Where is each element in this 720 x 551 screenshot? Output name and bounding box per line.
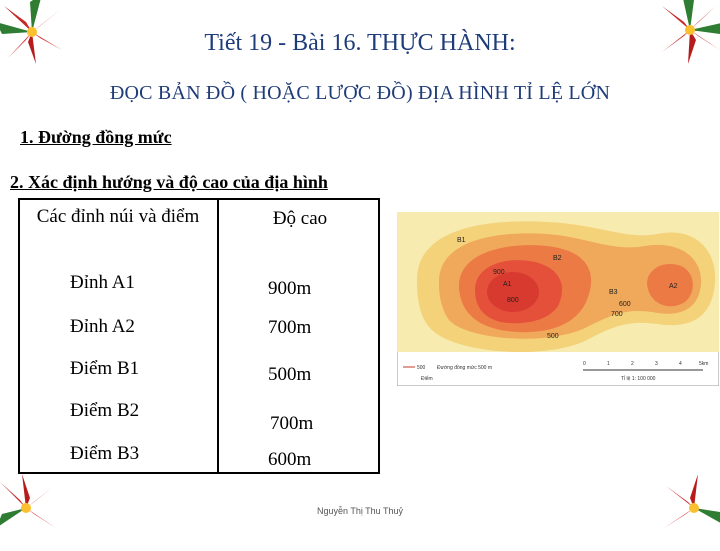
table-row-height-b2: 700m [270,413,314,434]
legend-contour-value: 500 [417,365,426,371]
table-divider [217,200,219,474]
legend-contour-label: Đường đồng mức 500 m [437,365,492,371]
table-header-points: Các đỉnh núi và điểm [36,206,200,227]
map-label-b1: B1 [457,237,466,244]
author-footer: Nguyễn Thị Thu Thuỷ [316,506,404,516]
slide-subtitle: ĐỌC BẢN ĐỒ ( HOẶC LƯỢC ĐỒ) ĐỊA HÌNH TỈ LỆ LỚN [109,82,611,104]
map-label-b3: B3 [609,289,618,296]
section-heading-direction-elevation: 2. Xác định hướng và độ cao của địa hình [10,172,328,192]
section-heading-contour-lines: 1. Đường đồng mức [20,127,172,147]
table-row-name-b3: Điểm B3 [70,443,140,464]
map-label-a1: A1 [503,281,512,288]
map-label-700: 700 [611,311,623,318]
table-row-name-a1: Đỉnh A1 [70,272,135,293]
scale-ratio: Tỉ lệ 1: 100 000 [621,376,656,382]
table-row-height-a1: 900m [268,278,312,299]
scale-tick-0: 0 [583,361,586,367]
elevation-table [18,198,380,474]
table-header-elevation: Độ cao [272,208,328,229]
map-label-b2: B2 [553,255,562,262]
map-label-800: 800 [507,297,519,304]
table-row-height-b3: 600m [268,449,312,470]
map-label-900: 900 [493,269,505,276]
map-label-a2: A2 [669,283,678,290]
scale-tick-1: 1 [607,361,610,367]
legend-point-label: Điểm [421,376,433,382]
contour-area-900 [487,272,539,312]
scale-tick-4: 4 [679,361,682,367]
scale-tick-3: 3 [655,361,658,367]
contour-map [397,212,719,386]
map-label-600: 600 [619,301,631,308]
poinsettia-decoration-bottom-right [642,456,720,546]
table-row-name-b1: Điểm B1 [70,358,140,379]
slide-title: Tiết 19 - Bài 16. THỰC HÀNH: [204,30,516,56]
table-row-height-b1: 500m [268,364,312,385]
scale-tick-2: 2 [631,361,634,367]
table-row-height-a2: 700m [268,317,312,338]
table-row-name-a2: Đỉnh A2 [70,316,135,337]
table-row-name-b2: Điểm B2 [70,400,140,421]
scale-tick-5: 5km [699,361,709,367]
map-label-500: 500 [547,333,559,340]
